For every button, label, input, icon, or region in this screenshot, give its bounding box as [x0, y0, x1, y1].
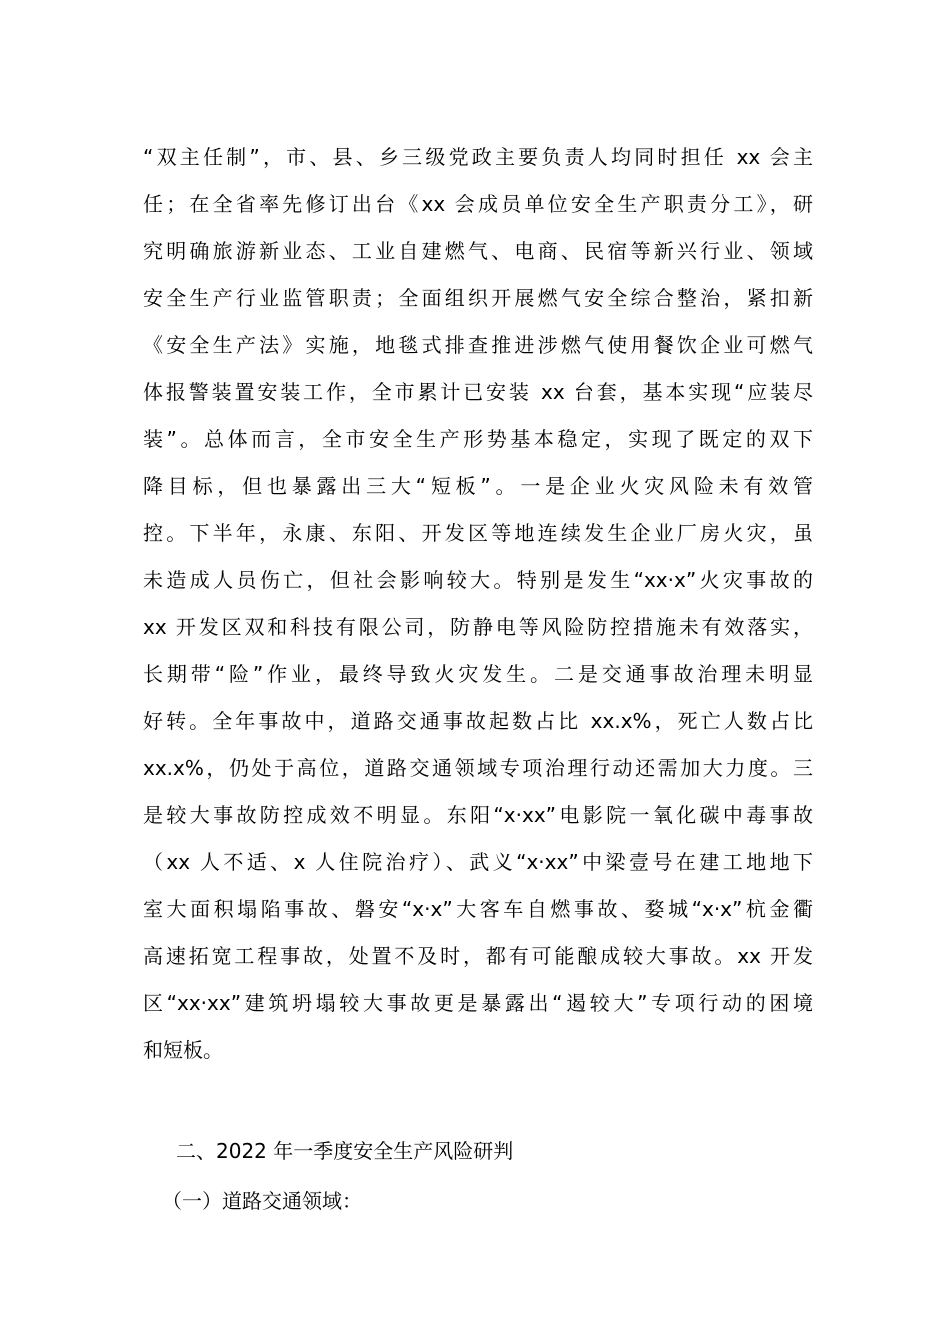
paragraph-line: 高速拓宽工程事故，处置不及时，都有可能酿成较大事故。xx 开发 — [143, 944, 813, 968]
body-paragraph — [143, 134, 813, 1074]
paragraph-line: 任；在全省率先修订出台《xx 会成员单位安全生产职责分工》，研 — [143, 192, 813, 216]
paragraph-line: 体报警装置安装工作，全市累计已安装 xx 台套，基本实现“应装尽 — [143, 380, 813, 404]
paragraph-line: 是较大事故防控成效不明显。东阳“x·xx”电影院一氧化碳中毒事故 — [143, 803, 813, 827]
paragraph-line: 长期带“险”作业，最终导致火灾发生。二是交通事故治理未明显 — [143, 662, 813, 686]
paragraph-line: 降目标，但也暴露出三大“短板”。一是企业火灾风险未有效管 — [143, 474, 813, 498]
paragraph-line: 和短板。 — [143, 1038, 223, 1062]
paragraph-line: 好转。全年事故中，道路交通事故起数占比 xx.x%，死亡人数占比 — [143, 709, 813, 733]
paragraph-line: 《安全生产法》实施，地毯式排查推进涉燃气使用餐饮企业可燃气 — [143, 333, 813, 357]
paragraph-line: “双主任制”，市、县、乡三级党政主要负责人均同时担任 xx 会主 — [143, 145, 813, 169]
paragraph-line: 装”。总体而言，全市安全生产形势基本稳定，实现了既定的双下 — [143, 427, 813, 451]
paragraph-line: xx 开发区双和科技有限公司，防静电等风险防控措施未有效落实， — [143, 615, 813, 639]
paragraph-line: 安全生产行业监管职责；全面组织开展燃气安全综合整治，紧扣新 — [143, 286, 813, 310]
paragraph-line: 控。下半年，永康、东阳、开发区等地连续发生企业厂房火灾，虽 — [143, 521, 813, 545]
paragraph-line: 未造成人员伤亡，但社会影响较大。特别是发生“xx·x”火灾事故的 — [143, 568, 813, 592]
paragraph-line: 区“xx·xx”建筑坍塌较大事故更是暴露出“遏较大”专项行动的困境 — [143, 991, 813, 1015]
paragraph-line: 究明确旅游新业态、工业自建燃气、电商、民宿等新兴行业、领域 — [143, 239, 813, 263]
paragraph-line: （xx 人不适、x 人住院治疗）、武义“x·xx”中梁壹号在建工地地下 — [143, 850, 813, 874]
section-heading: 二、2022 年一季度安全生产风险研判 — [176, 1139, 514, 1163]
subsection-heading: （一）道路交通领域： — [162, 1189, 362, 1213]
paragraph-line: xx.x%，仍处于高位，道路交通领域专项治理行动还需加大力度。三 — [143, 756, 813, 780]
paragraph-line: 室大面积塌陷事故、磐安“x·x”大客车自燃事故、婺城“x·x”杭金衢 — [143, 897, 813, 921]
